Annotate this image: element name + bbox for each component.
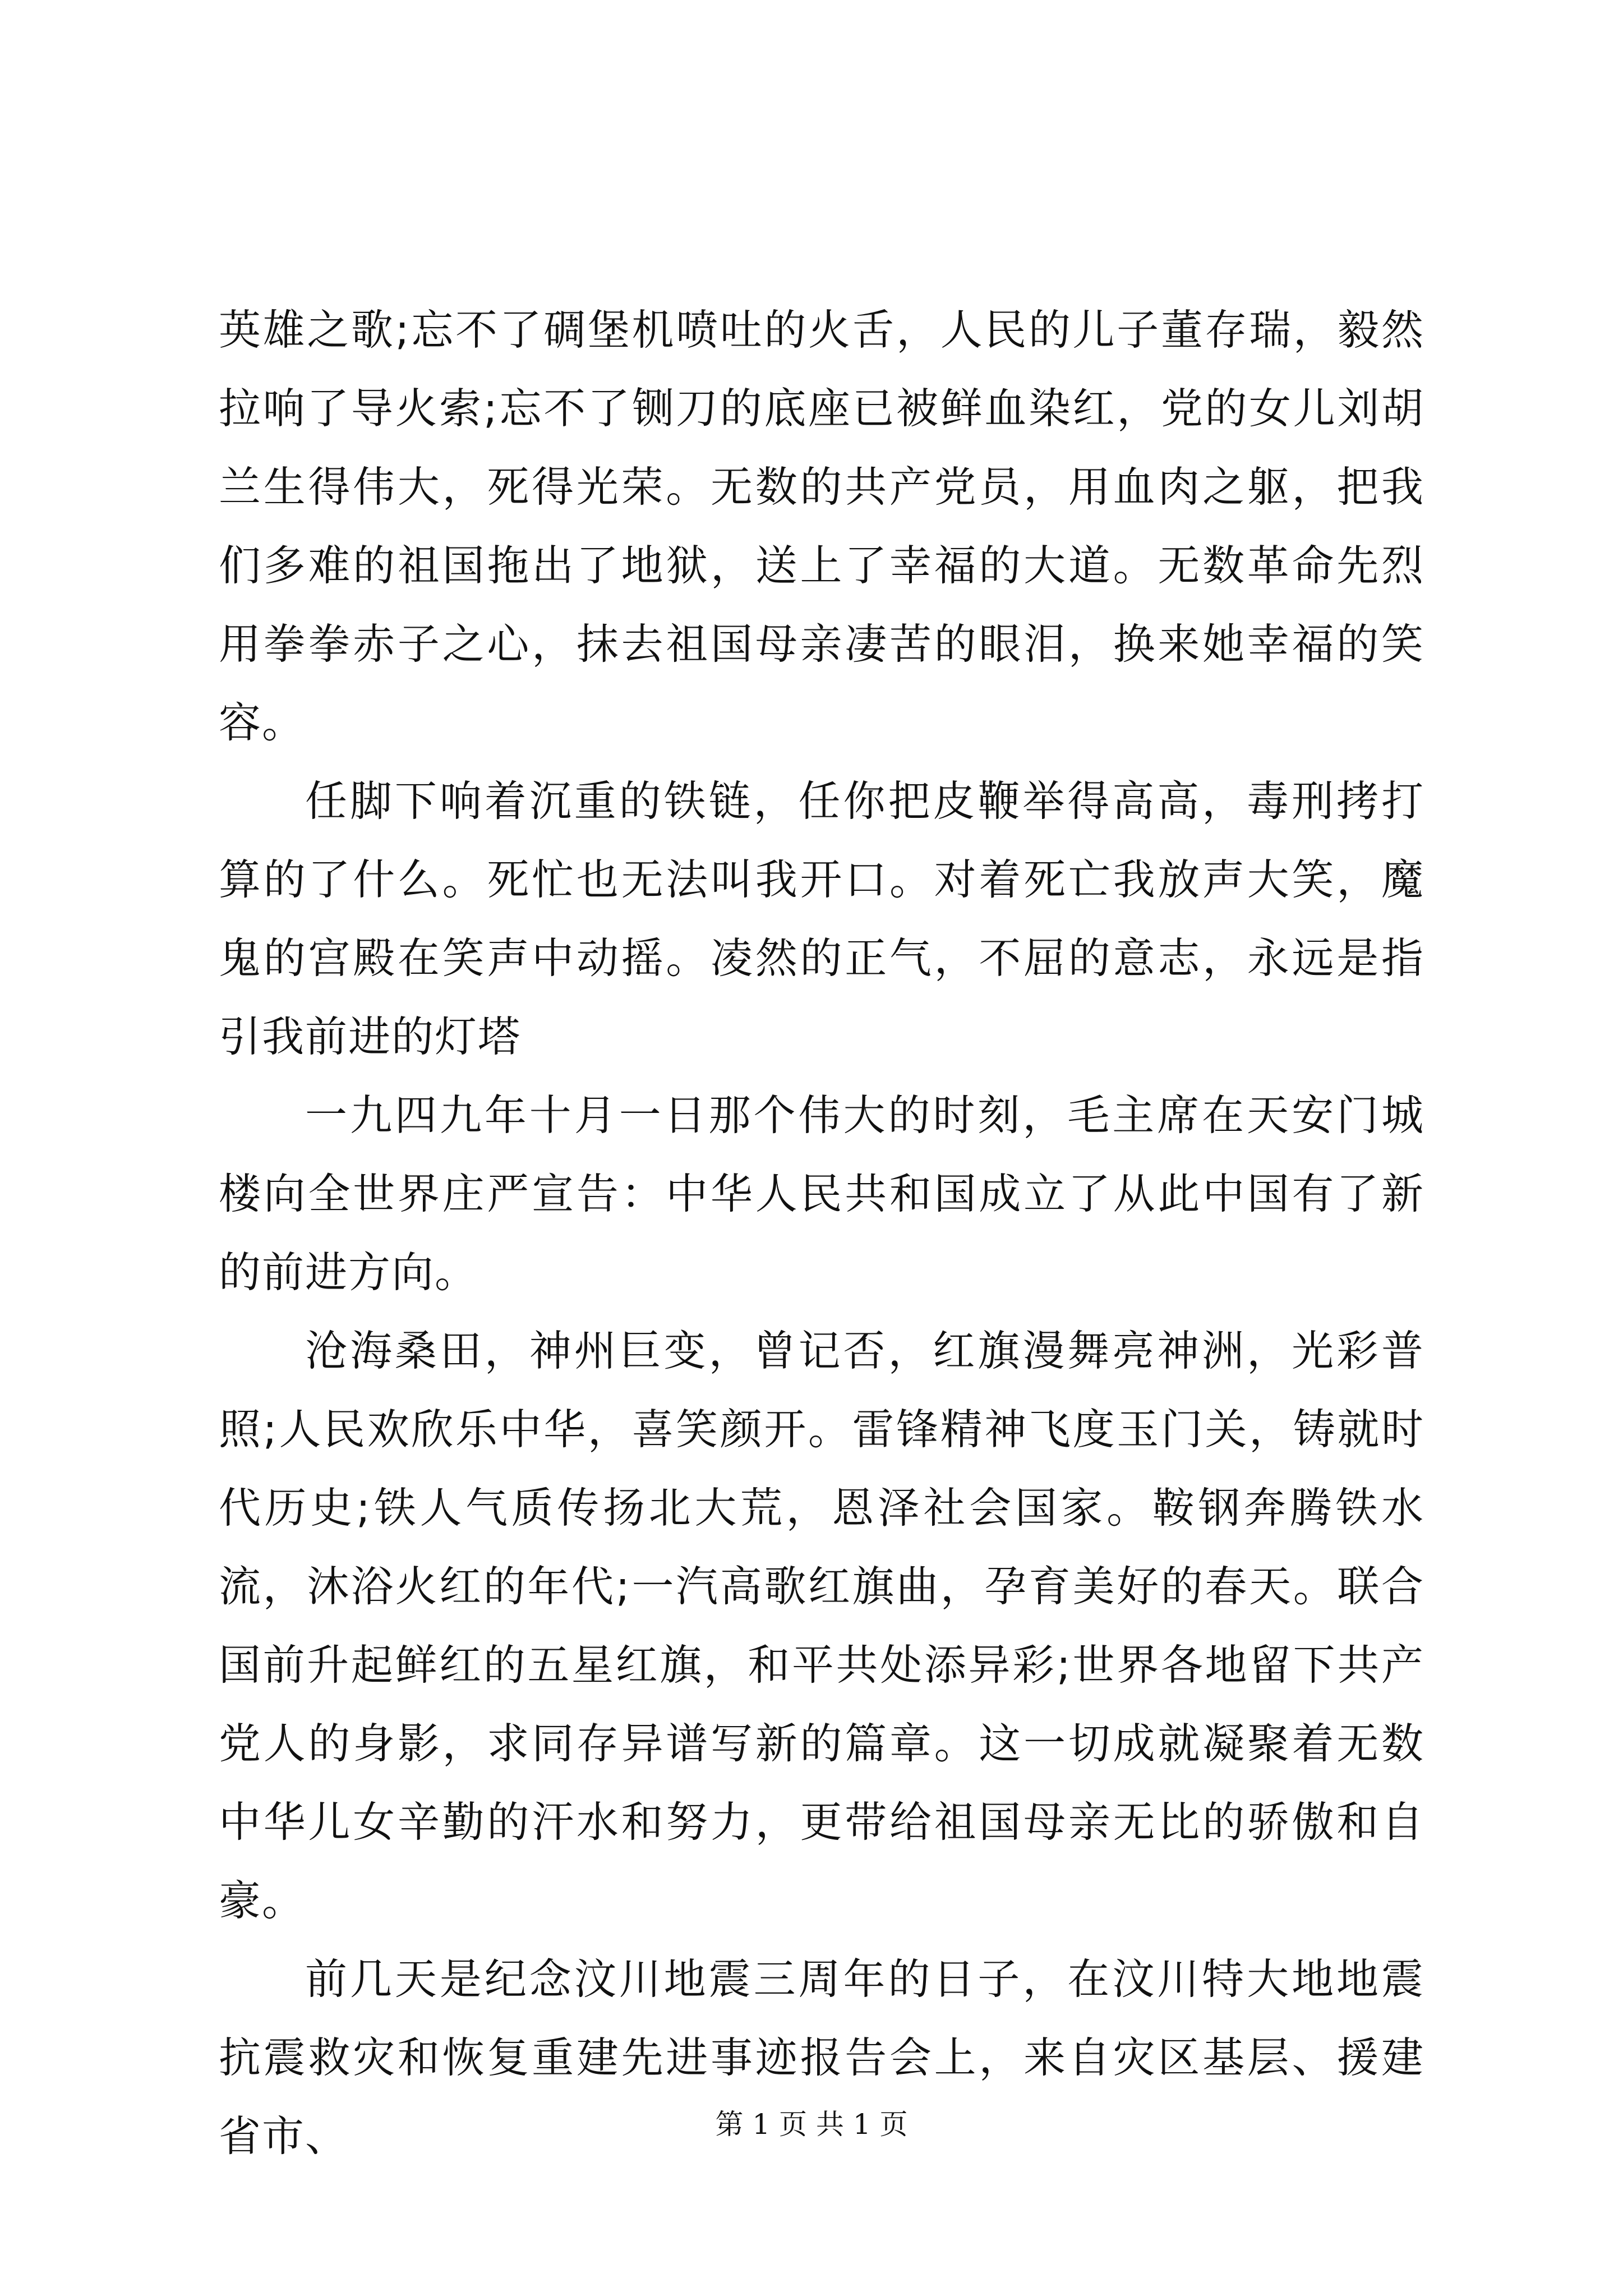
- paragraph-5: 前几天是纪念汶川地震三周年的日子，在汶川特大地地震抗震救灾和恢复重建先进事迹报告会上，来自灾区基层、援建省市、: [219, 1954, 1424, 2161]
- paragraph-1: 英雄之歌;忘不了碉堡机喷吐的火舌，人民的儿子董存瑞，毅然拉响了导火索;忘不了铡刀的底座已被鲜血染红，党的女儿刘胡兰生得伟大，死得光荣。无数的共产党员，用血肉之躯，把我们多难的祖国拖出了地狱，送上了幸福的大道。无数革命先烈用拳拳赤子之心，抹去祖国母亲凄苦的眼泪，换来她幸福的笑容。: [219, 305, 1424, 747]
- page-footer: 第 1 页 共 1 页: [715, 2108, 908, 2141]
- document-body: [219, 291, 1424, 2175]
- paragraph-2: 任脚下响着沉重的铁链，任你把皮鞭举得高高，毒刑拷打算的了什么。死忙也无法叫我开口。对着死亡我放声大笑，魔鬼的宫殿在笑声中动摇。凌然的正气，不屈的意志，永远是指引我前进的灯塔: [219, 776, 1424, 1061]
- paragraph-4: 沧海桑田，神州巨变，曾记否，红旗漫舞亮神洲，光彩普照;人民欢欣乐中华，喜笑颜开。雷锋精神飞度玉门关，铸就时代历史;铁人气质传扬北大荒，恩泽社会国家。鞍钢奔腾铁水流，沐浴火红的年代;一汽高歌红旗曲，孕育美好的春天。联合国前升起鲜红的五星红旗，和平共处添异彩;世界各地留下共产党人的身影，求同存异谱写新的篇章。这一切成就凝聚着无数中华儿女辛勤的汗水和努力，更带给祖国母亲无比的骄傲和自豪。: [219, 1326, 1424, 1925]
- paragraph-3: 一九四九年十月一日那个伟大的时刻，毛主席在天安门城楼向全世界庄严宣告：中华人民共和国成立了从此中国有了新的前进方向。: [219, 1091, 1424, 1297]
